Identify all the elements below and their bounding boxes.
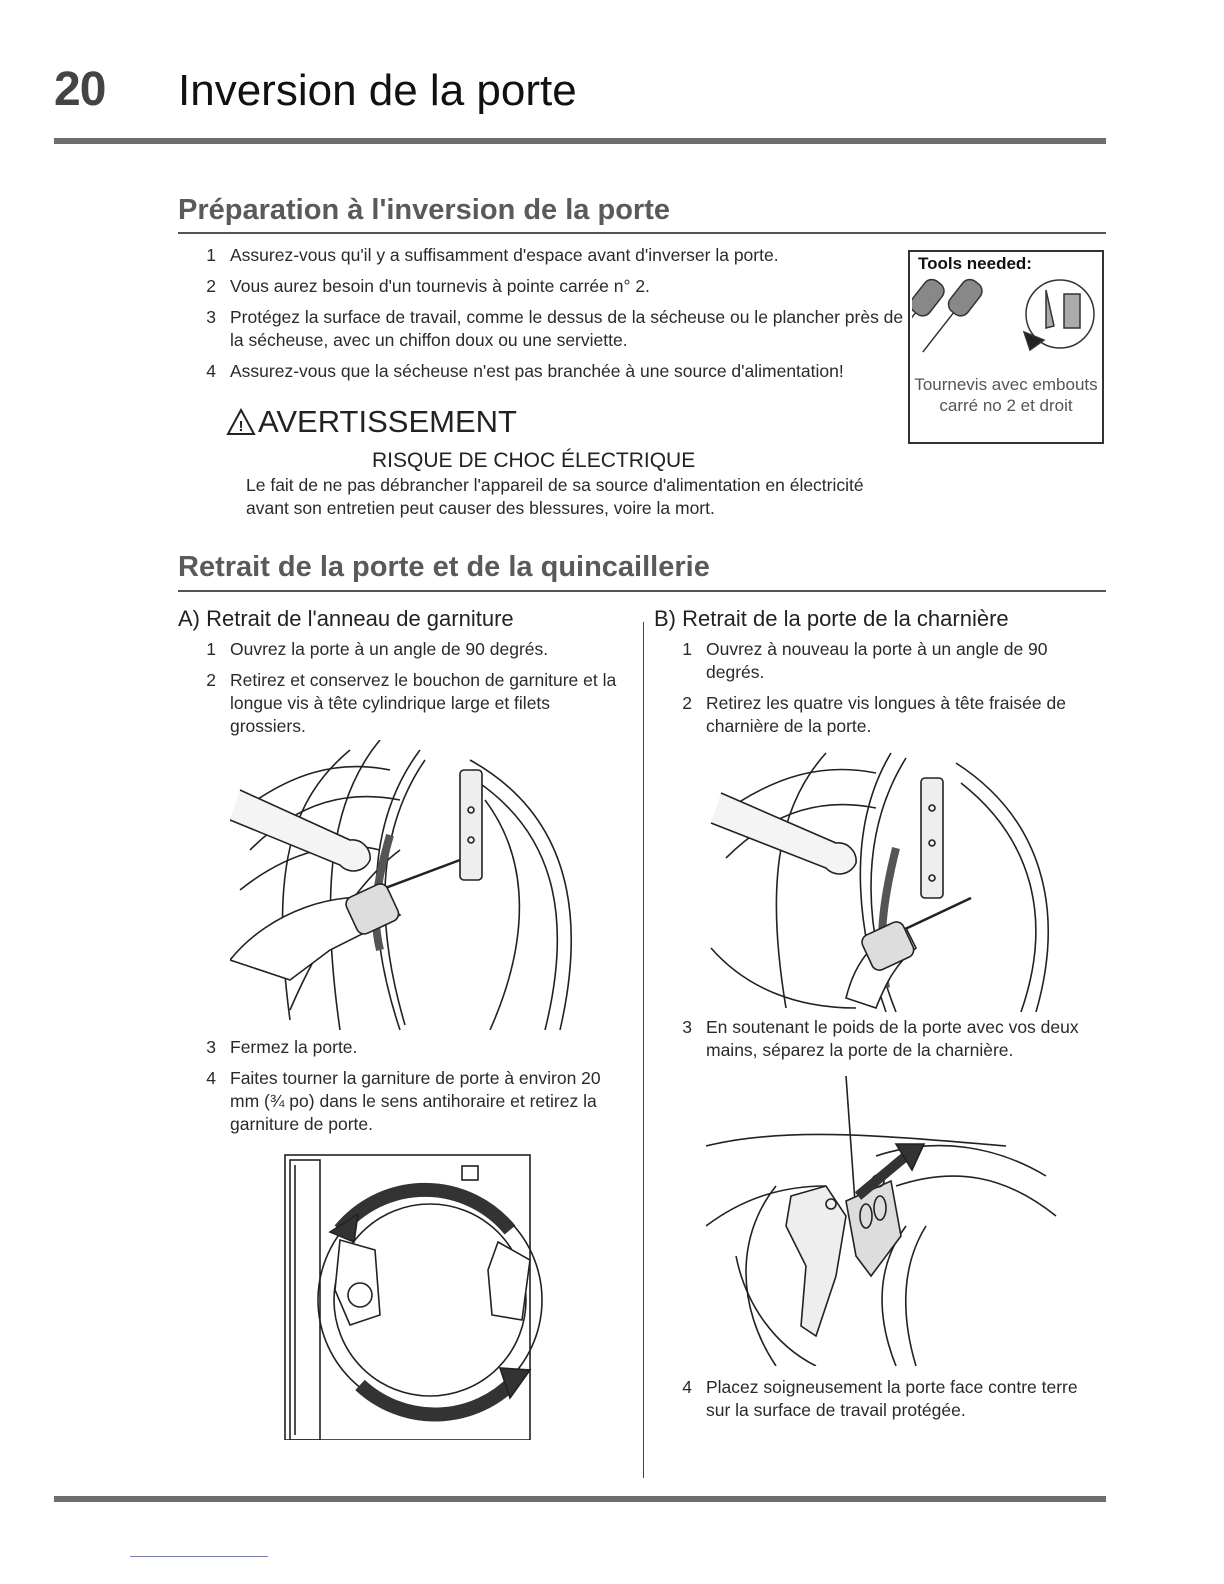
col-b-steps-mid	[676, 1016, 1106, 1070]
list-item	[200, 638, 630, 661]
step-number: 4	[206, 1068, 216, 1088]
section-rule-retrait	[178, 590, 1106, 592]
list-item	[200, 306, 910, 352]
figure-remove-trim-screw	[230, 740, 590, 1030]
list-item	[200, 1036, 630, 1059]
step-text: En soutenant le poids de la porte avec vos deux mains, séparez la porte de la charnière.	[706, 1017, 1079, 1060]
list-item	[676, 1376, 1106, 1422]
svg-text:!: !	[238, 418, 244, 435]
screwdrivers-illustration	[912, 278, 1100, 374]
list-item	[200, 360, 940, 383]
col-a-heading: A) Retrait de l'anneau de garniture	[178, 606, 514, 631]
step-text: Ouvrez la porte à un angle de 90 degrés.	[230, 639, 549, 659]
warning-triangle-icon	[226, 408, 256, 436]
step-text: Protégez la surface de travail, comme le dessus de la sécheuse ou le plancher près de la sécheuse, avec un chiffon doux ou une serviette.	[230, 307, 904, 350]
list-item	[200, 275, 910, 298]
col-a-steps-bottom	[200, 1036, 630, 1144]
step-text: Placez soigneusement la porte face contre terre sur la surface de travail protégée.	[706, 1377, 1078, 1420]
step-text: Faites tourner la garniture de porte à environ 20 mm (¾ po) dans le sens antihoraire et retirez la garniture de porte.	[230, 1068, 601, 1134]
tools-title: Tools needed:	[918, 254, 1032, 273]
step-number: 4	[206, 361, 216, 381]
page-number: 20	[54, 63, 106, 116]
step-number: 3	[206, 1037, 216, 1057]
step-text: Assurez-vous que la sécheuse n'est pas branchée à une source d'alimentation!	[230, 361, 844, 381]
step-text: Ouvrez à nouveau la porte à un angle de 90 degrés.	[706, 639, 1048, 682]
list-item	[200, 669, 630, 738]
step-text: Retirez et conservez le bouchon de garniture et la longue vis à tête cylindrique large et filets grossiers.	[230, 670, 617, 736]
list-item	[200, 1067, 630, 1136]
warning-subtitle: RISQUE DE CHOC ÉLECTRIQUE	[372, 449, 696, 472]
figure-rotate-trim-ring	[230, 1150, 590, 1440]
section-rule-preparation	[178, 232, 1106, 234]
step-text: Fermez la porte.	[230, 1037, 358, 1057]
step-number: 4	[682, 1377, 692, 1397]
step-number: 1	[206, 639, 216, 659]
step-number: 3	[206, 307, 216, 327]
footer-rule	[54, 1496, 1106, 1502]
tools-caption: Tournevis avec embouts carré no 2 et droit	[914, 375, 1098, 415]
section-title-preparation: Préparation à l'inversion de la porte	[178, 194, 670, 226]
step-number: 2	[206, 276, 216, 296]
tools-needed-box	[908, 250, 1104, 444]
col-b-steps-bottom	[676, 1376, 1106, 1430]
step-number: 2	[206, 670, 216, 690]
section-title-retrait: Retrait de la porte et de la quincaillerie	[178, 551, 710, 583]
step-number: 1	[682, 639, 692, 659]
page-title: Inversion de la porte	[178, 66, 577, 115]
figure-remove-hinge-screws	[706, 748, 1068, 1012]
col-b-steps-top	[676, 638, 1096, 746]
figure-separate-door-hinge	[706, 1076, 1068, 1366]
footer-link-underline	[130, 1556, 268, 1557]
list-item	[676, 692, 1096, 738]
step-number: 1	[206, 245, 216, 265]
column-divider	[643, 622, 644, 1478]
warning-title: AVERTISSEMENT	[258, 404, 517, 439]
step-number: 2	[682, 693, 692, 713]
list-item	[676, 1016, 1106, 1062]
list-item	[200, 244, 910, 267]
step-text: Vous aurez besoin d'un tournevis à pointe carrée n° 2.	[230, 276, 650, 296]
step-text: Assurez-vous qu'il y a suffisamment d'espace avant d'inverser la porte.	[230, 245, 779, 265]
col-b-heading: B) Retrait de la porte de la charnière	[654, 606, 1009, 631]
warning-text: Le fait de ne pas débrancher l'appareil de sa source d'alimentation en électricité avant son entretien peut causer des blessures, voire la mort.	[246, 475, 864, 518]
step-text: Retirez les quatre vis longues à tête fraisée de charnière de la porte.	[706, 693, 1066, 736]
preparation-steps	[200, 244, 910, 391]
list-item	[676, 638, 1096, 684]
header-rule	[54, 138, 1106, 144]
col-a-steps-top	[200, 638, 630, 746]
step-number: 3	[682, 1017, 692, 1037]
